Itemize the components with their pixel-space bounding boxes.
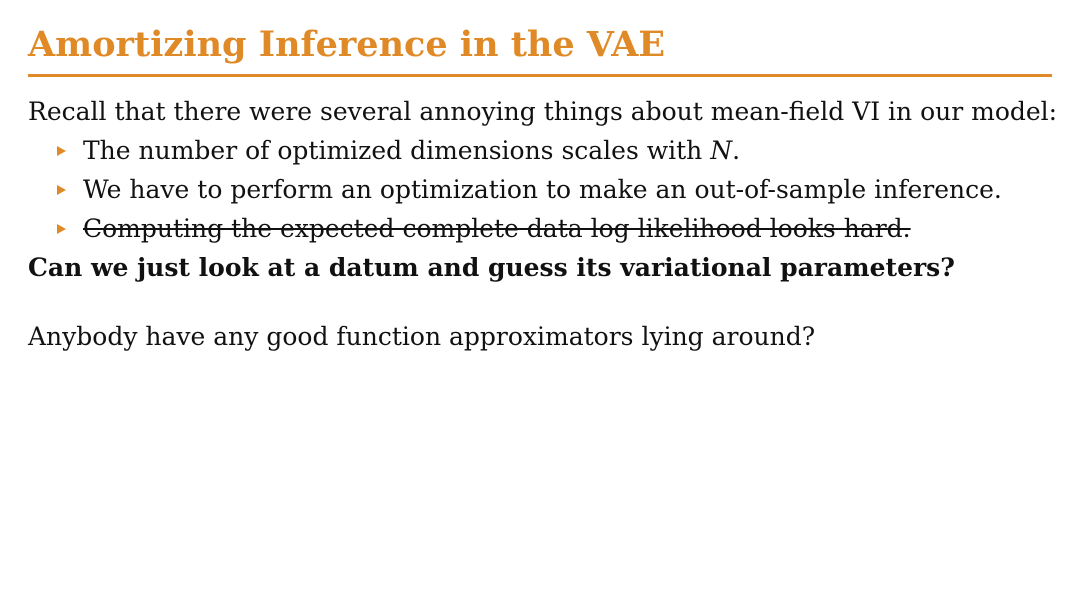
spacer [28,287,1068,317]
bullet-text-struck: Computing the expected complete data log likelihood looks hard. [83,214,911,243]
triangle-right-icon [57,146,66,156]
triangle-right-icon [57,185,66,195]
math-variable: N [710,136,733,165]
bullet-item [28,131,1068,170]
title-underline [28,74,1052,77]
key-question: Can we just look at a datum and guess its variational parameters? [28,253,955,282]
bullet-text: The number of optimized dimensions scales with [83,136,711,165]
triangle-right-icon [57,224,66,234]
bullet-text: We have to perform an optimization to make an out-of-sample inference. [83,175,1002,204]
bullet-list [28,131,1068,248]
bullet-suffix: . [732,136,741,165]
intro-text: Recall that there were several annoying things about mean-field VI in our model: [28,97,1058,126]
closing-text: Anybody have any good function approximators lying around? [28,322,816,351]
slide-title: Amortizing Inference in the VAE [28,24,666,65]
bullet-item [28,209,1068,248]
bullet-item [28,170,1068,209]
slide-body [28,92,1068,356]
